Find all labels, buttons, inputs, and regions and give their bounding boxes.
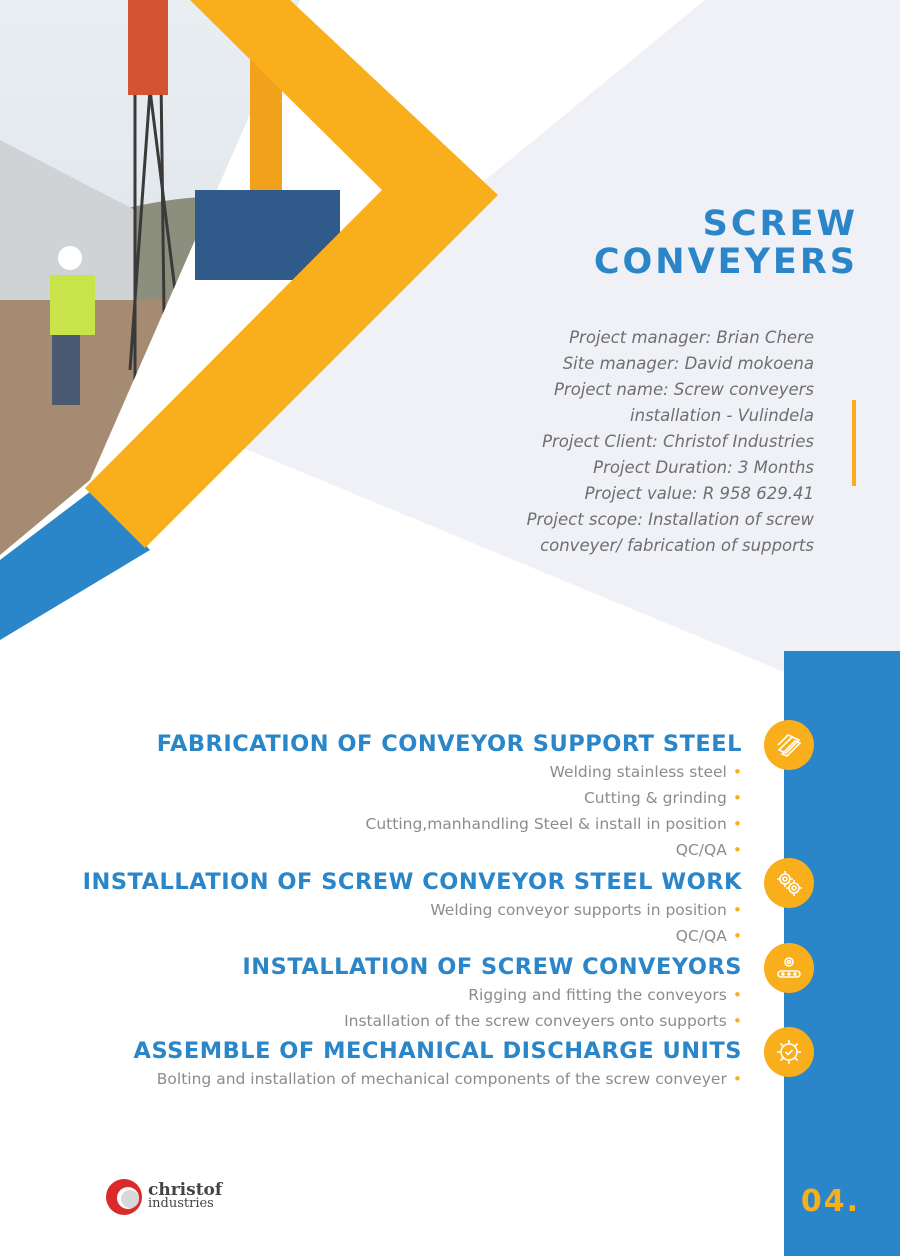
logo-mark-icon [104,1177,144,1217]
page-number: 04. [800,1184,860,1219]
list-item: Bolting and installation of mechanical components of the screw conveyer • [156,1070,742,1088]
gears-icon [764,858,814,908]
list-item: QC/QA • [675,927,742,945]
conveyor-gear-icon [764,943,814,993]
detail-line: Project name: Screw conveyers [553,380,814,399]
section-steel-work [83,867,742,949]
detail-line: installation - Vulindela [630,406,814,425]
steel-beams-icon [764,720,814,770]
detail-line: Project Duration: 3 Months [593,458,814,477]
logo-text [148,1180,223,1211]
section-heading: ASSEMBLE OF MECHANICAL DISCHARGE UNITS [133,1038,742,1064]
logo-line-1: christof [148,1180,223,1200]
gear-check-icon [764,1027,814,1077]
section-heading: INSTALLATION OF SCREW CONVEYORS [242,954,742,980]
title-line-2: CONVEYERS [593,242,858,282]
company-logo [104,1177,222,1217]
section-conveyors [242,952,742,1034]
detail-line: conveyer/ fabrication of supports [540,536,814,555]
section-fabrication [157,729,742,863]
title-line-1: SCREW [702,204,858,244]
detail-line: Project manager: Brian Chere [569,328,814,347]
logo-line-2: industries [148,1196,214,1211]
list-item: Rigging and fitting the conveyors • [468,986,742,1004]
section-heading: INSTALLATION OF SCREW CONVEYOR STEEL WORK [82,869,742,895]
list-item: Welding stainless steel • [549,763,742,781]
list-item: Cutting,manhandling Steel & install in position • [365,815,742,833]
list-item: Cutting & grinding • [583,789,742,807]
list-item: Installation of the screw conveyers onto supports • [344,1012,742,1030]
section-heading: FABRICATION OF CONVEYOR SUPPORT STEEL [156,731,742,757]
detail-line: Project value: R 958 629.41 [584,484,814,503]
section-discharge-units [134,1036,742,1092]
accent-bar [852,400,856,486]
detail-line: Site manager: David mokoena [562,354,814,373]
project-details [454,325,814,559]
detail-line: Project scope: Installation of screw [526,510,814,529]
detail-line: Project Client: Christof Industries [542,432,814,451]
list-item: Welding conveyor supports in position • [430,901,742,919]
list-item: QC/QA • [675,841,742,859]
page-title [594,205,858,281]
